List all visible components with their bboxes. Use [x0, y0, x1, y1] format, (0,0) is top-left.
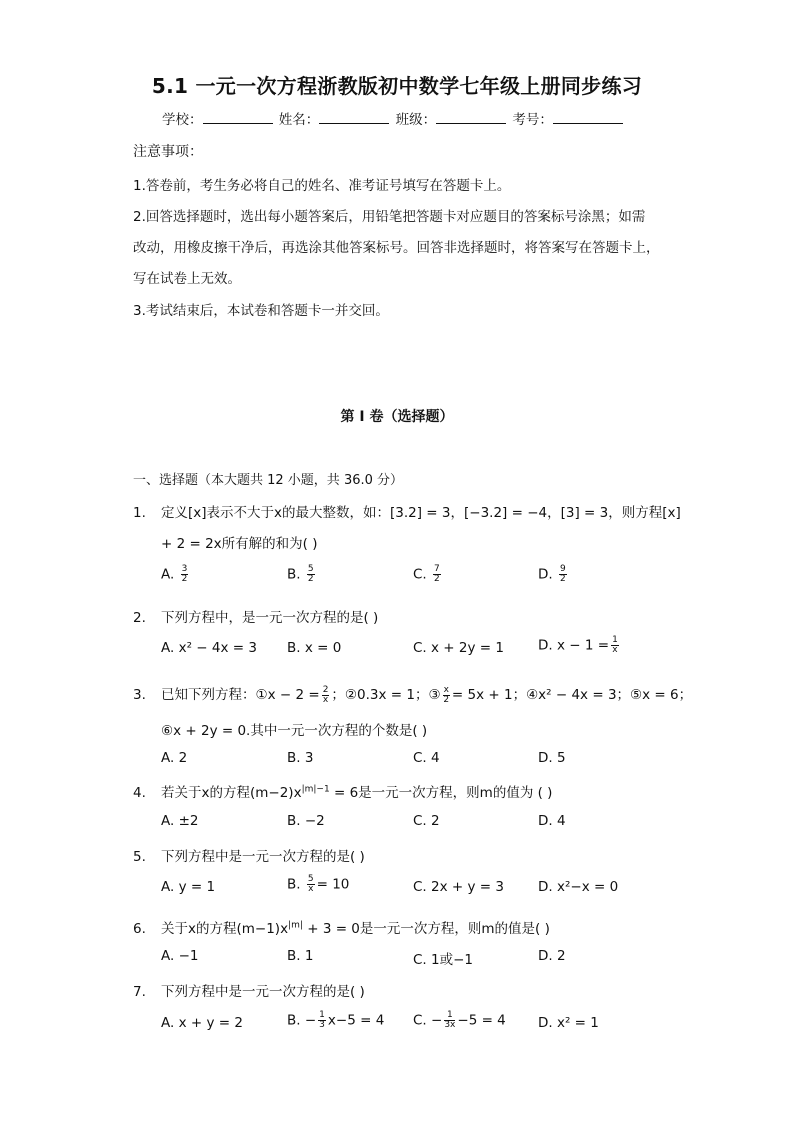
option-c[interactable]: [413, 813, 440, 829]
option-label: A.: [161, 750, 175, 766]
question-2: [133, 606, 378, 626]
option-text: x − 1 =: [556, 637, 610, 654]
question-text: ①x − 2 =: [255, 687, 320, 703]
numerator: 1: [444, 1011, 455, 1021]
numerator: 9: [559, 564, 566, 574]
option-label: D.: [538, 637, 553, 654]
note-line: 2.回答选择题时，选出每小题答案后，用铅笔把答题卡对应题目的答案标号涂黑；如需: [133, 209, 646, 225]
option-b[interactable]: [287, 640, 341, 656]
option-label: A.: [161, 948, 175, 964]
question-text: 关于x的方程(m−1)x: [161, 921, 289, 937]
option-a[interactable]: [161, 1015, 243, 1031]
question-text: 下列方程中是一元一次方程的是( ): [161, 984, 365, 1000]
note-line: 1.答卷前，考生务必将自己的姓名、准考证号填写在答题卡上。: [133, 178, 511, 194]
denominator: x: [322, 694, 329, 705]
option-d[interactable]: [538, 1015, 599, 1031]
option-text: y = 1: [178, 879, 216, 895]
question-7: [133, 980, 365, 1000]
option-label: C.: [413, 566, 427, 583]
class-label: 班级：: [395, 112, 437, 128]
option-label: A.: [161, 879, 175, 895]
note-line: 3.考试结束后，本试卷和答题卡一并交回。: [133, 303, 389, 319]
option-text: 4: [556, 813, 566, 829]
fraction: [307, 875, 315, 894]
question-3: [133, 683, 692, 705]
option-b[interactable]: [287, 1011, 384, 1030]
note-line: 写在试卷上无效。: [133, 271, 241, 287]
question-4: [133, 781, 552, 801]
option-a[interactable]: [161, 640, 257, 656]
option-label: C.: [413, 952, 427, 968]
numerator: 2: [322, 684, 329, 695]
option-text: x² = 1: [556, 1015, 599, 1031]
denominator: 3: [319, 1020, 325, 1030]
option-a[interactable]: [161, 813, 199, 829]
class-blank: [436, 111, 506, 124]
fraction: [444, 1011, 455, 1030]
name-label: 姓名：: [278, 112, 320, 128]
option-text: 1或−1: [431, 952, 474, 968]
fraction: [307, 565, 315, 584]
denominator: 3x: [444, 1020, 456, 1030]
option-c[interactable]: [413, 640, 504, 656]
denominator: x: [612, 645, 618, 655]
option-text: −1: [178, 948, 199, 964]
question-text-cont: ⑥x + 2y = 0.其中一元一次方程的个数是( ): [161, 723, 428, 739]
option-d[interactable]: [538, 636, 621, 655]
option-label: A.: [161, 566, 175, 583]
denominator: 2: [434, 574, 440, 584]
option-c[interactable]: [413, 750, 440, 766]
option-label: B.: [287, 750, 301, 766]
notes-heading: 注意事项：: [133, 144, 203, 160]
numerator: x: [443, 684, 449, 695]
question-number: 5.: [133, 849, 146, 865]
option-c[interactable]: [413, 565, 443, 584]
option-label: D.: [538, 750, 553, 766]
option-d[interactable]: [538, 879, 618, 895]
question-number: 6.: [133, 921, 146, 937]
fraction: [322, 686, 330, 705]
note-line: 改动，用橡皮擦干净后，再选涂其他答案标号。回答非选择题时，将答案写在答题卡上，: [133, 240, 660, 256]
option-label: A.: [161, 813, 175, 829]
option-label: A.: [161, 640, 175, 656]
denominator: x: [308, 884, 314, 894]
option-label: C.: [413, 750, 427, 766]
denominator: 2: [181, 574, 188, 584]
school-blank: [203, 111, 273, 124]
number-label: 考号：: [512, 112, 553, 128]
question-text: 定义[x]表示不大于x的最大整数，如：[3.2] = 3，[−3.2] = −4，[3] = 3，则方程[x]: [161, 505, 681, 521]
student-info-line: [162, 108, 625, 128]
fraction: [559, 565, 567, 584]
section-title: 第 I 卷（选择题）: [340, 409, 454, 425]
option-label: A.: [161, 1015, 175, 1031]
option-d[interactable]: [538, 750, 566, 766]
option-c[interactable]: [413, 1011, 506, 1030]
question-number: 3.: [133, 687, 146, 703]
option-label: C.: [413, 879, 427, 895]
question-text: 若关于x的方程(m−2)x: [161, 785, 302, 801]
option-text: x + y = 2: [178, 1015, 243, 1031]
option-text: x²−x = 0: [556, 879, 619, 895]
option-b[interactable]: [287, 948, 313, 964]
option-label: B.: [287, 1012, 301, 1029]
name-blank: [319, 111, 389, 124]
option-c[interactable]: [413, 948, 473, 968]
option-d[interactable]: [538, 813, 566, 829]
school-label: 学校：: [162, 112, 203, 128]
number-blank: [553, 111, 623, 124]
numerator: 5: [307, 564, 314, 574]
fraction: [181, 565, 189, 584]
option-text: ±2: [178, 813, 199, 829]
numerator: 7: [434, 564, 440, 574]
option-a[interactable]: [161, 565, 190, 584]
option-text: 2x + y = 3: [431, 879, 504, 895]
option-label: B.: [287, 813, 301, 829]
option-d[interactable]: [538, 565, 569, 584]
option-text: −: [304, 1012, 317, 1029]
exponent: |m|−1: [301, 784, 330, 795]
denominator: 2: [307, 574, 314, 584]
option-label: B.: [287, 948, 301, 964]
question-text: 下列方程中，是一元一次方程的是( ): [161, 610, 379, 626]
option-a[interactable]: [161, 750, 187, 766]
numerator: 5: [307, 874, 314, 884]
question-text-cont: + 2 = 2x所有解的和为( ): [161, 536, 318, 552]
option-a[interactable]: [161, 948, 199, 964]
numerator: 1: [319, 1010, 325, 1020]
option-label: B.: [287, 640, 301, 656]
question-6: [133, 917, 550, 937]
option-b[interactable]: [287, 565, 317, 584]
part-heading: 一、选择题（本大题共 12 小题，共 36.0 分）: [133, 473, 404, 488]
option-d[interactable]: [538, 948, 566, 964]
denominator: 2: [559, 574, 566, 584]
option-text: −5 = 4: [457, 1012, 506, 1029]
option-b[interactable]: [287, 750, 313, 766]
option-text: x + 2y = 1: [431, 640, 504, 656]
option-label: D.: [538, 1015, 553, 1031]
option-c[interactable]: [413, 879, 504, 895]
fraction: [433, 565, 441, 584]
denominator: 2: [443, 694, 450, 705]
question-text: ；②0.3x = 1；③: [331, 687, 441, 703]
option-label: C.: [413, 640, 427, 656]
option-text: 3: [304, 750, 314, 766]
question-5: [133, 845, 365, 865]
option-text: −: [431, 1012, 443, 1029]
question-number: 4.: [133, 785, 146, 801]
question-1: [133, 501, 681, 521]
option-a[interactable]: [161, 879, 215, 895]
numerator: 1: [612, 635, 618, 645]
option-text: = 10: [316, 876, 350, 893]
question-number: 7.: [133, 984, 146, 1000]
option-label: D.: [538, 879, 553, 895]
question-text: = 6是一元一次方程，则m的值为 ( ): [329, 785, 553, 801]
option-text: 1: [304, 948, 314, 964]
option-text: 4: [431, 750, 440, 766]
question-text: = 5x + 1；④x² − 4x = 3；⑤x = 6；: [451, 687, 693, 703]
question-text: 下列方程中是一元一次方程的是( ): [161, 849, 365, 865]
option-text: 2: [556, 948, 566, 964]
document-title: 5.1 一元一次方程浙教版初中数学七年级上册同步练习: [151, 74, 643, 98]
option-text: 5: [556, 750, 566, 766]
question-number: 1.: [133, 505, 146, 521]
option-text: x = 0: [304, 640, 342, 656]
question-number: 2.: [133, 610, 146, 626]
option-label: B.: [287, 566, 301, 583]
option-text: 2: [178, 750, 188, 766]
option-b[interactable]: [287, 813, 325, 829]
option-label: D.: [538, 813, 553, 829]
option-label: C.: [413, 813, 427, 829]
question-text: + 3 = 0是一元一次方程，则m的值是( ): [302, 921, 550, 937]
numerator: 3: [181, 564, 188, 574]
option-text: x−5 = 4: [327, 1012, 385, 1029]
option-text: x² − 4x = 3: [178, 640, 257, 656]
option-b[interactable]: [287, 875, 349, 894]
option-text: 2: [431, 813, 440, 829]
option-label: B.: [287, 876, 301, 893]
fraction: [443, 686, 450, 705]
option-text: −2: [304, 813, 325, 829]
fraction: [611, 636, 619, 655]
question-text: 已知下列方程：: [161, 687, 256, 703]
option-label: D.: [538, 948, 553, 964]
option-label: C.: [413, 1012, 427, 1029]
fraction: [318, 1011, 326, 1030]
exponent: |m|: [288, 920, 303, 931]
option-label: D.: [538, 566, 553, 583]
